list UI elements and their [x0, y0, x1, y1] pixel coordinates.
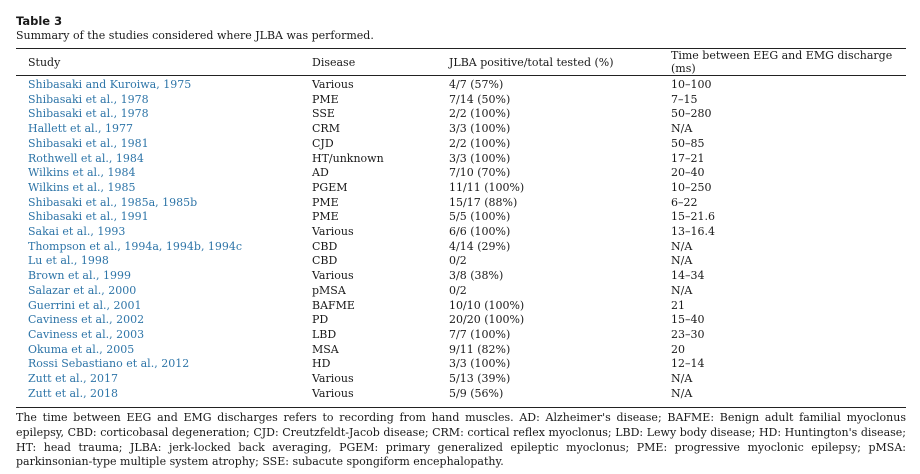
disease-cell: CBD — [312, 239, 338, 253]
study-cell[interactable]: Wilkins et al., 1985 — [28, 180, 136, 194]
jlba-cell: 2/2 (100%) — [449, 107, 511, 121]
disease-cell: Various — [312, 225, 354, 239]
disease-cell: CJD — [312, 136, 334, 150]
jlba-cell: 10/10 (100%) — [449, 298, 525, 312]
study-cell[interactable]: Guerrini et al., 2001 — [28, 298, 142, 312]
study-cell[interactable]: Hallett et al., 1977 — [28, 122, 134, 136]
table-row — [16, 76, 906, 93]
disease-cell: CBD — [312, 254, 338, 268]
disease-cell: HD — [312, 357, 331, 371]
table-row — [16, 137, 906, 152]
disease-cell: MSA — [312, 342, 339, 356]
time-cell: 23–30 — [671, 327, 705, 341]
jlba-cell: 2/2 (100%) — [449, 136, 511, 150]
table-row — [16, 254, 906, 269]
time-cell: N/A — [671, 254, 693, 268]
disease-cell: SSE — [312, 107, 335, 121]
study-cell[interactable]: Shibasaki et al., 1991 — [28, 210, 149, 224]
jlba-cell: 0/2 — [449, 283, 467, 297]
table-footnote: The time between EEG and EMG discharges refers to recording from hand muscles. AD: Alzheimer's disease; BAFME: Benign adult familial myoclonus epilepsy, CBD: corticobasal degeneration; CJD: Creutzfeldt-Jacob disease; CRM: cortical reflex myoclonus; LBD: Lewy body disease; HD: Huntington's disease; HT: head trauma; JLBA: jerk-locked back averaging, PGEM: primary generalized epileptic myoclonus; PME: progressive myoclonic epilepsy; pMSA: parkinsonian-type multiple system atrophy; SSE: subacute spongiform encephalopathy. — [16, 411, 906, 469]
time-cell: N/A — [671, 239, 693, 253]
table-row — [16, 299, 906, 314]
table-label: Table 3 — [16, 14, 63, 28]
table-row — [16, 328, 906, 343]
study-cell[interactable]: Zutt et al., 2017 — [28, 372, 119, 386]
jlba-cell: 20/20 (100%) — [449, 313, 525, 327]
time-cell: N/A — [671, 372, 693, 386]
table-row — [16, 210, 906, 225]
summary-table — [16, 49, 906, 75]
table-row — [16, 152, 906, 167]
jlba-cell: 4/14 (29%) — [449, 239, 511, 253]
jlba-cell: 9/11 (82%) — [449, 342, 511, 356]
table-row — [16, 181, 906, 196]
disease-cell: PME — [312, 92, 339, 106]
column-header-time: Time between EEG and EMG discharge (ms) — [671, 49, 893, 75]
table-caption: Summary of the studies considered where JLBA was performed. — [16, 29, 374, 42]
summary-table-body — [16, 76, 906, 401]
time-cell: 50–280 — [671, 107, 712, 121]
disease-cell: CRM — [312, 122, 340, 136]
column-header-jlba: JLBA positive/total tested (%) — [449, 55, 614, 69]
time-cell: 10–250 — [671, 180, 712, 194]
study-cell[interactable]: Shibasaki et al., 1985a, 1985b — [28, 195, 198, 209]
disease-cell: BAFME — [312, 298, 355, 312]
bottom-rule — [16, 407, 906, 408]
jlba-cell: 6/6 (100%) — [449, 225, 511, 239]
disease-cell: Various — [312, 386, 354, 400]
jlba-cell: 15/17 (88%) — [449, 195, 518, 209]
column-header-disease: Disease — [312, 55, 356, 69]
time-cell: 13–16.4 — [671, 225, 715, 239]
time-cell: 15–21.6 — [671, 210, 715, 224]
study-cell[interactable]: Salazar et al., 2000 — [28, 283, 137, 297]
table-row — [16, 357, 906, 372]
study-cell[interactable]: Thompson et al., 1994a, 1994b, 1994c — [28, 239, 243, 253]
time-cell: 20 — [671, 342, 685, 356]
disease-cell: PGEM — [312, 180, 348, 194]
table-row — [16, 107, 906, 122]
time-cell: N/A — [671, 283, 693, 297]
study-cell[interactable]: Wilkins et al., 1984 — [28, 166, 136, 180]
time-cell: N/A — [671, 122, 693, 136]
jlba-cell: 3/8 (38%) — [449, 269, 504, 283]
time-cell: 6–22 — [671, 195, 698, 209]
disease-cell: PME — [312, 210, 339, 224]
time-cell: 15–40 — [671, 313, 705, 327]
disease-cell: HT/unknown — [312, 151, 384, 165]
study-cell[interactable]: Caviness et al., 2002 — [28, 313, 145, 327]
time-cell: 50–85 — [671, 136, 705, 150]
study-cell[interactable]: Caviness et al., 2003 — [28, 327, 145, 341]
study-cell[interactable]: Rossi Sebastiano et al., 2012 — [28, 357, 190, 371]
disease-cell: LBD — [312, 327, 337, 341]
study-cell[interactable]: Rothwell et al., 1984 — [28, 151, 144, 165]
table-row — [16, 166, 906, 181]
table-row — [16, 122, 906, 137]
jlba-cell: 5/5 (100%) — [449, 210, 511, 224]
header-row — [16, 49, 906, 75]
jlba-cell: 0/2 — [449, 254, 467, 268]
study-cell[interactable]: Zutt et al., 2018 — [28, 386, 119, 400]
jlba-cell: 11/11 (100%) — [449, 180, 525, 194]
study-cell[interactable]: Shibasaki and Kuroiwa, 1975 — [28, 78, 192, 91]
disease-cell: Various — [312, 372, 354, 386]
table-row — [16, 269, 906, 284]
study-cell[interactable]: Brown et al., 1999 — [28, 269, 131, 283]
study-cell[interactable]: Shibasaki et al., 1981 — [28, 136, 149, 150]
table-figure — [16, 14, 906, 470]
jlba-cell: 3/3 (100%) — [449, 151, 511, 165]
table-row — [16, 196, 906, 211]
table-row — [16, 284, 906, 299]
disease-cell: Various — [312, 269, 354, 283]
jlba-cell: 7/7 (100%) — [449, 327, 511, 341]
table-row — [16, 387, 906, 402]
jlba-cell: 7/14 (50%) — [449, 92, 511, 106]
jlba-cell: 5/9 (56%) — [449, 386, 504, 400]
column-header-study: Study — [28, 55, 61, 69]
disease-cell: pMSA — [312, 283, 346, 297]
study-cell[interactable]: Okuma et al., 2005 — [28, 342, 135, 356]
time-cell: 10–100 — [671, 78, 712, 91]
table-row — [16, 225, 906, 240]
time-cell: N/A — [671, 386, 693, 400]
study-cell[interactable]: Sakai et al., 1993 — [28, 225, 126, 239]
study-cell[interactable]: Shibasaki et al., 1978 — [28, 107, 149, 121]
table-row — [16, 93, 906, 108]
time-cell: 17–21 — [671, 151, 705, 165]
study-cell[interactable]: Lu et al., 1998 — [28, 254, 109, 268]
time-cell: 21 — [671, 298, 685, 312]
time-cell: 7–15 — [671, 92, 698, 106]
disease-cell: PD — [312, 313, 329, 327]
table-row — [16, 372, 906, 387]
jlba-cell: 4/7 (57%) — [449, 78, 504, 91]
disease-cell: AD — [312, 166, 329, 180]
table-row — [16, 313, 906, 328]
table-row — [16, 240, 906, 255]
time-cell: 12–14 — [671, 357, 705, 371]
time-cell: 14–34 — [671, 269, 705, 283]
jlba-cell: 3/3 (100%) — [449, 357, 511, 371]
disease-cell: Various — [312, 78, 354, 91]
disease-cell: PME — [312, 195, 339, 209]
time-cell: 20–40 — [671, 166, 705, 180]
jlba-cell: 3/3 (100%) — [449, 122, 511, 136]
study-cell[interactable]: Shibasaki et al., 1978 — [28, 92, 149, 106]
table-row — [16, 343, 906, 358]
jlba-cell: 5/13 (39%) — [449, 372, 511, 386]
jlba-cell: 7/10 (70%) — [449, 166, 511, 180]
